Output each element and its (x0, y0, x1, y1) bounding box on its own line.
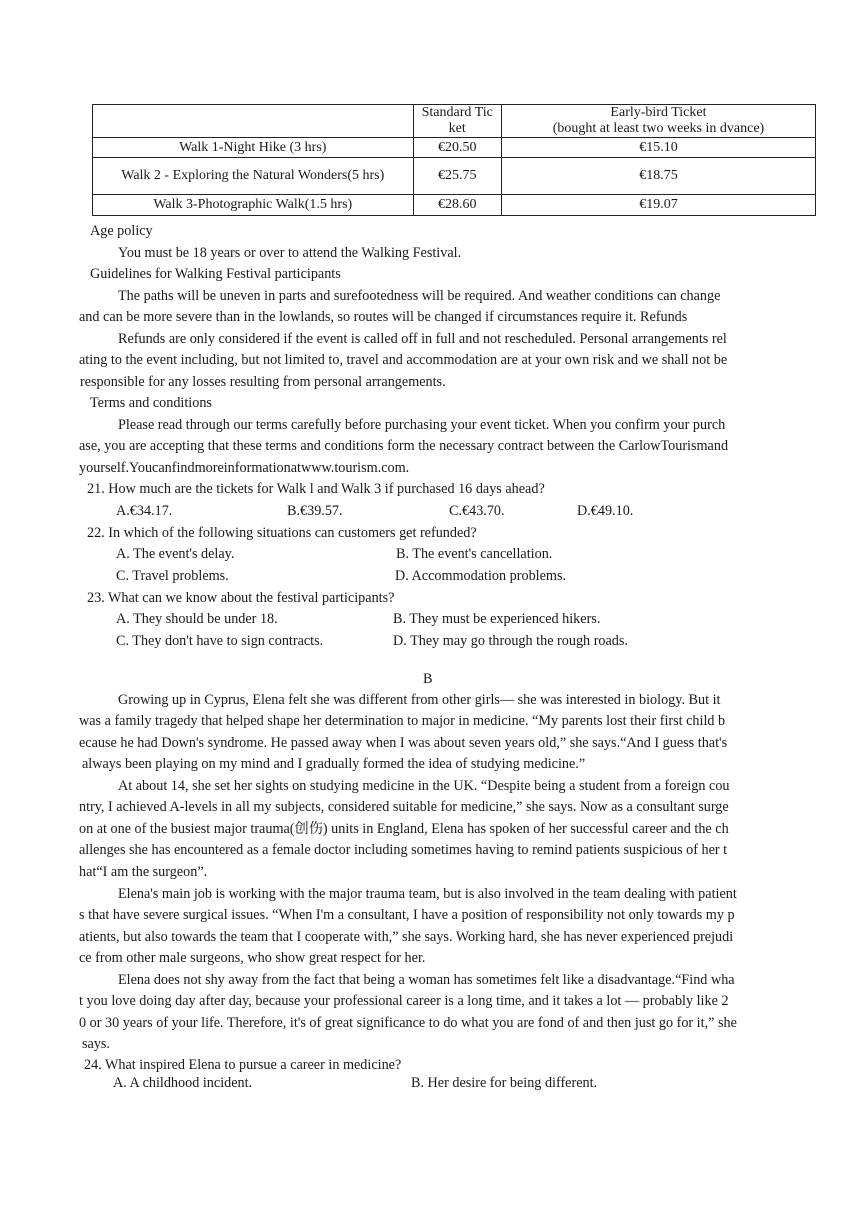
earlybird-price-cell: €15.10 (501, 138, 815, 158)
text-line: ase, you are accepting that these terms and conditions form the necessary contract between the CarlowTourismand (79, 438, 729, 454)
section-heading-guidelines: Guidelines for Walking Festival participants (90, 266, 341, 282)
header-earlybird-line1: Early-bird Ticket (610, 105, 707, 120)
earlybird-price-cell: €18.75 (501, 158, 815, 195)
q24-option-a: A. A childhood incident. (113, 1075, 253, 1091)
text-line: Elena's main job is working with the major trauma team, but is also involved in the team dealing with patient (118, 886, 737, 902)
q22-option-b: B. The event's cancellation. (396, 546, 553, 562)
section-heading-terms: Terms and conditions (90, 395, 212, 411)
question-21: 21. How much are the tickets for Walk l and Walk 3 if purchased 16 days ahead? (87, 481, 545, 497)
text-line: You must be 18 years or over to attend the Walking Festival. (118, 245, 462, 261)
text-line: Please read through our terms carefully before purchasing your event ticket. When you confirm your purch (118, 417, 726, 433)
header-standard-line1: Standard Tic (421, 105, 493, 120)
q23-option-b: B. They must be experienced hikers. (393, 611, 601, 627)
text-line: ntry, I achieved A-levels in all my subjects, considered suitable for medicine,” she says. Now as a consultant surge (79, 799, 729, 815)
question-24: 24. What inspired Elena to pursue a career in medicine? (84, 1057, 402, 1073)
standard-price-cell: €28.60 (413, 195, 501, 216)
q23-option-d: D. They may go through the rough roads. (393, 633, 628, 649)
text-line: t you love doing day after day, because your professional career is a long time, and it takes a lot — probably like 2 (79, 993, 729, 1009)
text-line: responsible for any losses resulting from personal arrangements. (80, 374, 446, 390)
standard-price-cell: €20.50 (413, 138, 501, 158)
q24-option-b: B. Her desire for being different. (411, 1075, 598, 1091)
q21-option-b: B.€39.57. (287, 503, 343, 519)
text-line: At about 14, she set her sights on studying medicine in the UK. “Despite being a student from a foreign cou (118, 778, 730, 794)
walk-name-cell: Walk 3-Photographic Walk(1.5 hrs) (93, 195, 414, 216)
text-line: on at one of the busiest major trauma(创伤) units in England, Elena has spoken of her successful career and the ch (79, 821, 729, 837)
text-line: ating to the event including, but not limited to, travel and accommodation are at your own risk and we shall not be (79, 352, 728, 368)
text-line: always been playing on my mind and I gradually formed the idea of studying medicine.” (82, 756, 586, 772)
q23-option-a: A. They should be under 18. (116, 611, 278, 627)
q22-option-d: D. Accommodation problems. (395, 568, 567, 584)
text-line: ce from other male surgeons, who show great respect for her. (79, 950, 426, 966)
header-standard-line2: ket (448, 121, 466, 136)
header-cell-standard (413, 105, 501, 138)
text-line: Growing up in Cyprus, Elena felt she was different from other girls— she was interested in biology. But it (118, 692, 721, 708)
passage-b-heading: B (423, 671, 433, 687)
text-line: hat“I am the surgeon”. (79, 864, 208, 880)
question-23: 23. What can we know about the festival participants? (87, 590, 395, 606)
text-line: allenges she has encountered as a female doctor including sometimes having to remind patients suspicious of her t (79, 842, 728, 858)
q23-option-c: C. They don't have to sign contracts. (116, 633, 324, 649)
table-row (93, 138, 816, 158)
standard-price-cell: €25.75 (413, 158, 501, 195)
text-line: was a family tragedy that helped shape her determination to major in medicine. “My parents lost their first child b (79, 713, 726, 729)
text-line: 0 or 30 years of your life. Therefore, it's of great significance to do what you are fond of and then just go for it,” she (79, 1015, 737, 1031)
q21-option-c: C.€43.70. (449, 503, 505, 519)
q22-option-c: C. Travel problems. (116, 568, 229, 584)
text-line: atients, but also towards the team that I cooperate with,” she says. Working hard, she has never experienced prejudi (79, 929, 734, 945)
walk-name-cell: Walk 2 - Exploring the Natural Wonders(5 hrs) (93, 158, 414, 195)
ticket-price-table (92, 104, 816, 216)
text-line: says. (82, 1036, 110, 1052)
question-22: 22. In which of the following situations can customers get refunded? (87, 525, 477, 541)
text-line: yourself.Youcanfindmoreinformationatwww.tourism.com. (79, 460, 410, 476)
text-line: and can be more severe than in the lowlands, so routes will be changed if circumstances require it. Refunds (79, 309, 688, 325)
text-line: The paths will be uneven in parts and surefootedness will be required. And weather conditions can change (118, 288, 721, 304)
header-earlybird-line2: (bought at least two weeks in dvance) (552, 121, 765, 136)
earlybird-price-cell: €19.07 (501, 195, 815, 216)
text-line: s that have severe surgical issues. “When I'm a consultant, I have a position of responsibility not only towards my p (79, 907, 735, 923)
header-cell-earlybird (501, 105, 815, 138)
section-heading-age-policy: Age policy (90, 223, 153, 239)
header-cell-empty (93, 105, 414, 138)
text-line: Elena does not shy away from the fact that being a woman has sometimes felt like a disadvantage.“Find wha (118, 972, 735, 988)
table-row (93, 195, 816, 216)
q21-option-a: A.€34.17. (116, 503, 173, 519)
q21-option-d: D.€49.10. (577, 503, 634, 519)
walk-name-cell: Walk 1-Night Hike (3 hrs) (93, 138, 414, 158)
table-header-row (93, 105, 816, 138)
text-line: ecause he had Down's syndrome. He passed away when I was about seven years old,” she says.“And I guess that's (79, 735, 728, 751)
text-line: Refunds are only considered if the event is called off in full and not rescheduled. Personal arrangements rel (118, 331, 727, 347)
q22-option-a: A. The event's delay. (116, 546, 235, 562)
table-row (93, 158, 816, 195)
